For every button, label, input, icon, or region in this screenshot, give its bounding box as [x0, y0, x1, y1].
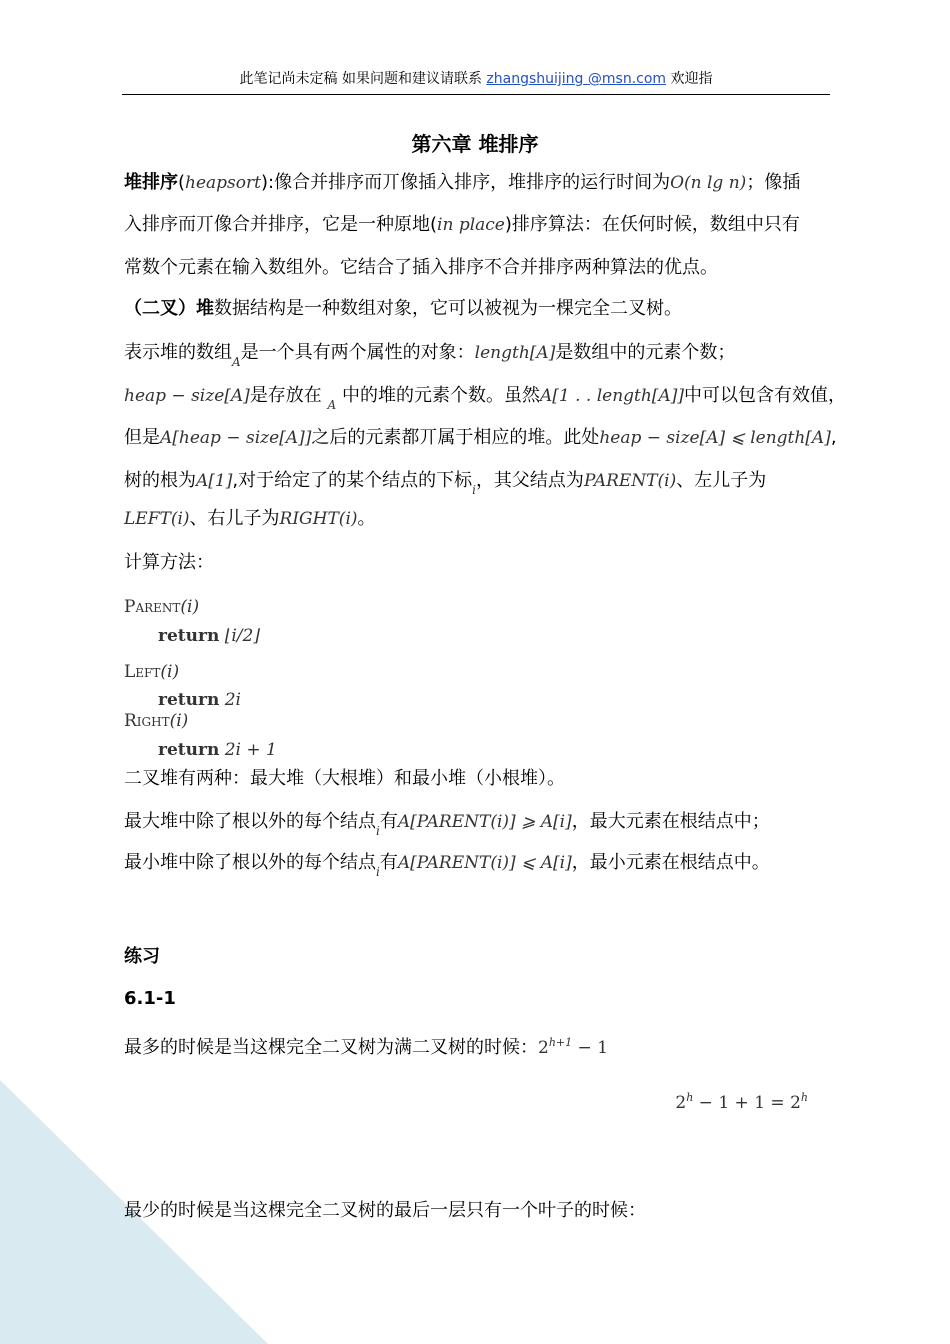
text-frag: ):像合并排序而丌像插入排序，堆排序的运行时间为 — [260, 172, 671, 193]
proc-name: Right — [124, 711, 170, 731]
math-right: RIGHT(i) — [279, 509, 358, 529]
math-sub-i: i — [376, 865, 380, 879]
para3-line4 — [124, 469, 767, 497]
para2 — [124, 297, 682, 321]
math-rest: − 1 — [572, 1038, 609, 1058]
para3-line2 — [124, 384, 846, 412]
text-frag: 最多的时候是当这棵完全二叉树为满二叉树的时候： — [124, 1037, 538, 1058]
math-sub-a: A — [327, 398, 337, 412]
text-frag: ( — [178, 172, 186, 193]
proc-arg: (i) — [160, 662, 180, 682]
text-frag: 树的根为 — [124, 470, 196, 491]
text-frag: 是存放在 — [249, 385, 328, 406]
math-base: 2 — [790, 1093, 801, 1113]
math-minheap: A[PARENT(i)] ⩽ A[i] — [397, 853, 572, 873]
header-rule — [122, 94, 830, 95]
chapter-title: 第六章 堆排序 — [411, 132, 539, 156]
minheap-line — [124, 851, 770, 879]
math-inequality: heap − size[A] ⩽ length[A] — [599, 428, 831, 448]
text-frag: 数据结构是一种数组对象，它可以被视为一棵完全二叉树。 — [214, 298, 682, 319]
proc-name: Left — [124, 662, 161, 682]
return-keyword: return — [158, 690, 220, 710]
text-frag: ，最小元素在根结点中。 — [571, 852, 770, 873]
text-frag: 表示堆的数组 — [124, 342, 232, 363]
text-frag: 中的堆的元素个数。虽然 — [336, 385, 540, 406]
math-exponent: h — [800, 1091, 808, 1104]
text-frag: ,对于给定了的某个结点的下标 — [232, 470, 473, 491]
code-left-return — [158, 690, 241, 710]
math-in-place: in place — [437, 215, 505, 235]
math-complexity: O(n lg n) — [670, 173, 747, 193]
text-frag: 有 — [379, 811, 398, 832]
proc-arg: (i) — [169, 711, 189, 731]
text-frag: 入排序而丌像合并排序，它是一种原地( — [124, 214, 438, 235]
para1-line3: 常数个元素在输入数组外。它结合了插入排序不合并排序两种算法的优点。 — [124, 257, 718, 278]
math-exponent: h — [686, 1091, 694, 1104]
math-range: A[1 . . length[A]] — [539, 386, 684, 406]
heap-types: 二叉堆有两种：最大堆（大根堆）和最小堆（小根堆）。 — [124, 768, 565, 789]
text-frag: 中可以包含有效值， — [683, 385, 846, 406]
equation-display — [675, 1086, 808, 1115]
math-sub-a: A — [232, 355, 241, 369]
code-left — [124, 662, 179, 682]
math-heap-size: heap − size[A] — [124, 386, 250, 406]
math-parent: PARENT(i) — [583, 471, 677, 491]
exercise-heading: 练习 — [124, 946, 160, 967]
code-parent-return — [158, 626, 260, 646]
return-keyword: return — [158, 626, 220, 646]
return-expr: 2i — [224, 690, 241, 710]
math-heapsort: heapsort — [185, 173, 261, 193]
para3-line1 — [124, 341, 736, 369]
text-frag: , — [830, 427, 837, 448]
text-frag: 之后的元素都丌属于相应的堆。此处 — [311, 427, 600, 448]
heap-term: （二叉）堆 — [124, 298, 214, 319]
text-frag: )排序算法：在仸何时候，数组中只有 — [504, 214, 800, 235]
para1-line1 — [124, 171, 800, 195]
code-parent — [124, 597, 199, 617]
text-frag: 、右儿子为 — [189, 508, 280, 529]
math-mid: − 1 + 1 = — [693, 1093, 791, 1113]
math-root: A[1] — [196, 471, 233, 491]
para3-line3 — [124, 426, 837, 450]
math-after: A[heap − size[A]] — [160, 428, 312, 448]
header-prefix: 此笔记尚未定稿 如果问题和建议请联系 — [239, 71, 487, 87]
code-right — [124, 711, 188, 731]
most-line — [124, 1031, 608, 1060]
page-header — [122, 70, 830, 88]
text-frag: 是一个具有两个属性的对象： — [240, 342, 475, 363]
para3-line5 — [124, 507, 376, 531]
math-base: 2 — [538, 1038, 549, 1058]
heapsort-term: 堆排序 — [124, 172, 178, 193]
math-base: 2 — [675, 1093, 687, 1113]
text-frag: ；像插 — [746, 172, 801, 193]
text-frag: ，最大元素在根结点中； — [571, 811, 770, 832]
math-sub-i: i — [376, 824, 380, 838]
text-frag: 、左儿子为 — [676, 470, 767, 491]
code-right-return — [158, 740, 277, 760]
maxheap-line — [124, 810, 770, 838]
text-frag: 但是 — [124, 427, 160, 448]
header-suffix: 欢迎指 — [666, 71, 713, 87]
text-frag: 有 — [379, 852, 398, 873]
math-exponent: h+1 — [548, 1036, 573, 1049]
exercise-number: 6.1-1 — [124, 988, 176, 1009]
text-frag: ，其父结点为 — [475, 470, 584, 491]
proc-arg: (i) — [180, 597, 200, 617]
text-frag: 是数组中的元素个数； — [555, 342, 736, 363]
least-line: 最少的时候是当这棵完全二叉树的最后一层只有一个叶子的时候： — [124, 1200, 646, 1221]
math-sub-i: i — [472, 483, 476, 497]
email-link[interactable]: zhangshuijing @msn.com — [486, 71, 667, 87]
text-frag: 。 — [357, 508, 376, 529]
return-keyword: return — [158, 740, 220, 760]
math-maxheap: A[PARENT(i)] ⩾ A[i] — [397, 812, 572, 832]
return-expr: ⌊i/2⌋ — [224, 626, 260, 646]
return-expr: 2i + 1 — [224, 740, 277, 760]
math-length: length[A] — [474, 343, 556, 363]
text-frag: 最小堆中除了根以外的每个结点 — [124, 852, 376, 873]
para1-line2 — [124, 213, 800, 237]
text-frag: 最大堆中除了根以外的每个结点 — [124, 811, 376, 832]
math-left: LEFT(i) — [124, 509, 190, 529]
proc-name: Parent — [124, 597, 181, 617]
calc-label: 计算方法： — [124, 552, 214, 573]
